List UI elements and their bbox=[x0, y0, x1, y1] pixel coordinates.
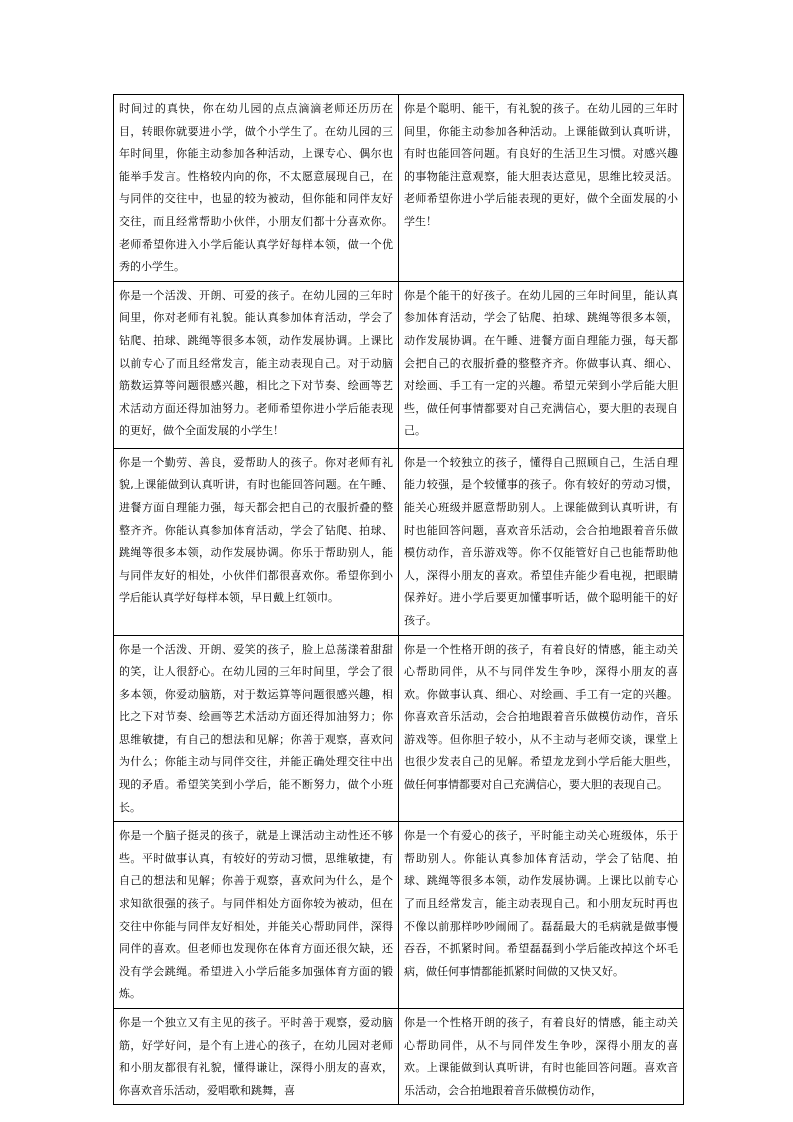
comment-cell-right: 你是一个有爱心的孩子，平时能主动关心班级体，乐于帮助别人。你能认真参加体育活动，学会了钻爬、拍球、跳绳等很多本领，动作发展协调。上课比以前专心了而且经常发言，能主动表现自己。和小朋友玩时再也不像以前那样吵吵闹闹了。磊磊最大的毛病就是做事慢吞吞，不抓紧时间。希望磊磊到小学后能改掉这个坏毛病，做任何事情都能抓紧时间做的又快又好。 bbox=[399, 822, 684, 1009]
comment-cell-right: 你是个能干的好孩子。在幼儿园的三年时间里，能认真参加体育活动，学会了钻爬、拍球、跳绳等很多本领，动作发展协调。在午睡、进餐方面自理能力强，每天都会把自己的衣服折叠的整整齐齐。你做事认真、细心、对绘画、手工有一定的兴趣。希望元荣到小学后能大胆些，做任何事情都要对自己充满信心，要大胆的表现自己。 bbox=[399, 281, 684, 448]
comment-cell-right: 你是个聪明、能干，有礼貌的孩子。在幼儿园的三年时间里，你能主动参加各种活动。上课能做到认真听讲，有时也能回答问题。有良好的生活卫生习惯。对感兴趣的事物能注意观察，能大胆表达意见，思维比较灵活。老师希望你进小学后能表现的更好，做个全面发展的小学生！ bbox=[399, 95, 684, 282]
comment-cell-left: 你是一个脑子挺灵的孩子，就是上课活动主动性还不够些。平时做事认真，有较好的劳动习惯，思维敏捷，有自己的想法和见解；你善于观察，喜欢问为什么，是个求知欲很强的孩子。与同伴相处方面你较为被动，但在交往中你能与同伴友好相处，并能关心帮助同伴，深得同伴的喜欢。但老师也发现你在体育方面还很欠缺，还没有学会跳绳。希望进入小学后能多加强体育方面的锻炼。 bbox=[114, 822, 399, 1009]
table-row bbox=[114, 95, 684, 282]
comment-cell-right: 你是一个较独立的孩子，懂得自己照顾自己，生活自理能力较强，是个较懂事的孩子。你有较好的劳动习惯，能关心班级并愿意帮助别人。上课能做到认真听讲，有时也能回答问题，喜欢音乐活动，会合拍地跟着音乐做模仿动作，音乐游戏等。你不仅能管好自己也能帮助他人，深得小朋友的喜欢。希望佳卉能少看电视，把眼睛保养好。进小学后要更加懂事听话，做个聪明能干的好孩子。 bbox=[399, 448, 684, 635]
table-row bbox=[114, 1009, 684, 1105]
comment-cell-right: 你是一个性格开朗的孩子，有着良好的情感，能主动关心帮助同伴，从不与同伴发生争吵，深得小朋友的喜欢。你做事认真、细心、对绘画、手工有一定的兴趣。你喜欢音乐活动，会合拍地跟着音乐做模仿动作，音乐游戏等。但你胆子较小，从不主动与老师交谈，课堂上也很少发表自己的见解。希望龙龙到小学后能大胆些，做任何事情都要对自己充满信心，要大胆的表现自己。 bbox=[399, 635, 684, 822]
comment-cell-right: 你是一个性格开朗的孩子，有着良好的情感，能主动关心帮助同伴，从不与同伴发生争吵，深得小朋友的喜欢。上课能做到认真听讲，有时也能回答问题。喜欢音乐活动，会合拍地跟着音乐做模仿动作， bbox=[399, 1009, 684, 1105]
comment-cell-left: 你是一个活泼、开朗、爱笑的孩子，脸上总荡漾着甜甜的笑，让人很舒心。在幼儿园的三年时间里，学会了很多本领，你爱动脑筋，对于数运算等问题很感兴趣，相比之下对节奏、绘画等艺术活动方面还得加油努力；你思维敏捷，有自己的想法和见解；你善于观察，喜欢问为什么；你能主动与同伴交往，并能正确处理交往中出现的矛盾。希望笑笑到小学后，能不断努力，做个小班长。 bbox=[114, 635, 399, 822]
comment-cell-left: 时间过的真快，你在幼儿园的点点滴滴老师还历历在目，转眼你就要进小学，做个小学生了。在幼儿园的三年时间里，你能主动参加各种活动，上课专心、偶尔也能举手发言。性格较内向的你，不太愿意展现自己，在与同伴的交往中，也显的较为被动，但你能和同伴友好交往，而且经常帮助小伙伴，小朋友们都十分喜欢你。老师希望你进入小学后能认真学好每样本领，做一个优秀的小学生。 bbox=[114, 95, 399, 282]
comment-cell-left: 你是一个勤劳、善良，爱帮助人的孩子。你对老师有礼貌,上课能做到认真听讲，有时也能回答问题。在午睡、进餐方面自理能力强，每天都会把自己的衣服折叠的整整齐齐。你能认真参加体育活动，学会了钻爬、拍球、跳绳等很多本领，动作发展协调。你乐于帮助别人，能与同伴友好的相处，小伙伴们都很喜欢你。希望你到小学后能认真学好每样本领，早日戴上红领巾。 bbox=[114, 448, 399, 635]
table-row bbox=[114, 635, 684, 822]
table-row bbox=[114, 281, 684, 448]
teacher-comments-table bbox=[113, 94, 684, 1105]
table-row bbox=[114, 448, 684, 635]
table-row bbox=[114, 822, 684, 1009]
comment-cell-left: 你是一个活泼、开朗、可爱的孩子。在幼儿园的三年时间里，你对老师有礼貌。能认真参加体育活动，学会了钻爬、拍球、跳绳等很多本领，动作发展协调。上课比以前专心了而且经常发言，能主动表现自己。对于动脑筋数运算等问题很感兴趣，相比之下对节奏、绘画等艺术活动方面还得加油努力。老师希望你进小学后能表现的更好，做个全面发展的小学生！ bbox=[114, 281, 399, 448]
comment-cell-left: 你是一个独立又有主见的孩子。平时善于观察，爱动脑筋，好学好问，是个有上进心的孩子，在幼儿园对老师和小朋友都很有礼貌，懂得谦让，深得小朋友的喜欢，你喜欢音乐活动，爱唱歌和跳舞，喜 bbox=[114, 1009, 399, 1105]
